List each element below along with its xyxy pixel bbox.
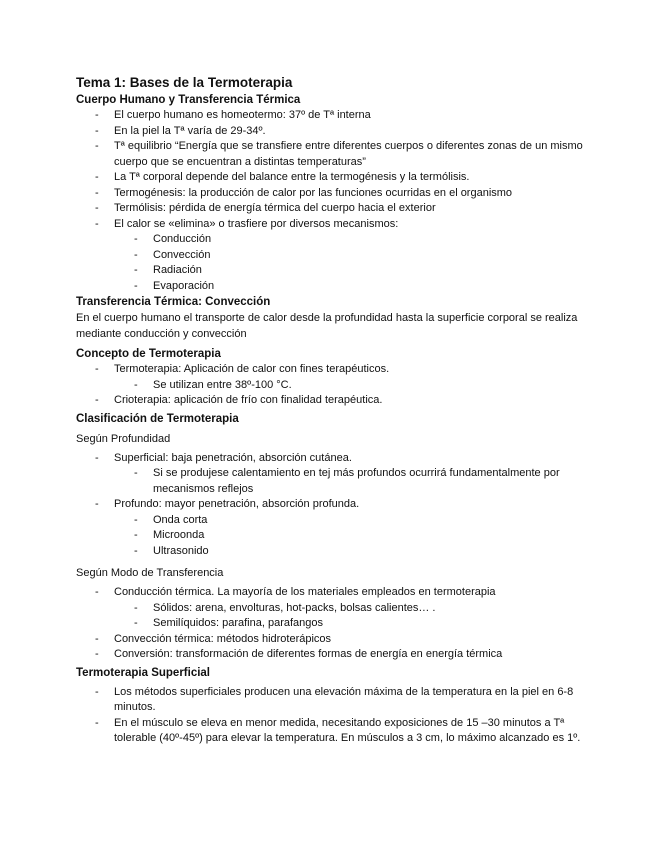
list-item: - Conducción térmica. La mayoría de los materiales empleados en termoterapia: [76, 585, 586, 601]
list-item: - Termólisis: pérdida de energía térmica del cuerpo hacia el exterior: [76, 201, 586, 217]
sub-list-item: - Se utilizan entre 38º-100 °C.: [76, 378, 586, 394]
list-item: - En la piel la Tª varía de 29-34º.: [76, 124, 586, 140]
list-modo-transferencia: [76, 585, 586, 663]
sub-list-item: - Evaporación: [76, 279, 586, 295]
list-item: - Superficial: baja penetración, absorción cutánea.: [76, 451, 586, 467]
sub-list-item: - Onda corta: [76, 513, 586, 529]
list-item: - El calor se «elimina» o trasfiere por diversos mecanismos:: [76, 217, 586, 233]
section-heading-concepto: Concepto de Termoterapia: [76, 348, 221, 360]
sub-list-item: - Convección: [76, 248, 586, 264]
list-superficial: [76, 685, 586, 747]
sub-list-item: - Semilíquidos: parafina, parafangos: [76, 616, 586, 632]
paragraph-conveccion: En el cuerpo humano el transporte de calor desde la profundidad hasta la superficie corporal se realiza mediante conducción y convección: [76, 312, 578, 340]
list-item: - Termoterapia: Aplicación de calor con fines terapéuticos.: [76, 362, 586, 378]
list-cuerpo-humano: [76, 108, 586, 294]
sub-list-item: - Si se produjese calentamiento en tej más profundos ocurrirá fundamentalmente por mecanismos reflejos: [76, 466, 586, 497]
list-item: - Los métodos superficiales producen una elevación máxima de la temperatura en la piel en 6-8 minutos.: [76, 685, 586, 716]
subheading-modo-transferencia: Según Modo de Transferencia: [76, 567, 224, 579]
section-heading-cuerpo-humano: Cuerpo Humano y Transferencia Térmica: [76, 94, 301, 106]
subheading-profundidad: Según Profundidad: [76, 432, 171, 445]
list-item: - Crioterapia: aplicación de frío con finalidad terapéutica.: [76, 393, 586, 409]
list-item: - Profundo: mayor penetración, absorción profunda.: [76, 497, 586, 513]
list-item: - En el músculo se eleva en menor medida, necesitando exposiciones de 15 –30 minutos a Tª tolerable (40º-45º) para elevar la temperatura. En músculos a 3 cm, lo máximo alcanzado es 1º.: [76, 716, 586, 747]
section-heading-superficial: Termoterapia Superficial: [76, 666, 210, 679]
list-profundidad: [76, 451, 586, 560]
list-concepto: [76, 362, 586, 409]
sub-list-item: - Microonda: [76, 528, 586, 544]
document-title: Tema 1: Bases de la Termoterapia: [76, 75, 293, 90]
list-item: - El cuerpo humano es homeotermo: 37º de Tª interna: [76, 108, 586, 124]
list-item: - Tª equilibrio “Energía que se transfiere entre diferentes cuerpos o diferentes zonas de un mismo cuerpo que se encuentran a distintas temperaturas”: [76, 139, 586, 170]
list-item: - Convección térmica: métodos hidroterápicos: [76, 632, 586, 648]
section-heading-conveccion: Transferencia Térmica: Convección: [76, 296, 271, 308]
sub-list-item: - Radiación: [76, 263, 586, 279]
list-item: - La Tª corporal depende del balance entre la termogénesis y la termólisis.: [76, 170, 586, 186]
sub-list-item: - Conducción: [76, 232, 586, 248]
document-content: [76, 74, 586, 747]
list-item: - Conversión: transformación de diferentes formas de energía en energía térmica: [76, 647, 586, 663]
sub-list-item: - Sólidos: arena, envolturas, hot-packs, bolsas calientes… .: [76, 601, 586, 617]
section-heading-clasificacion: Clasificación de Termoterapia: [76, 412, 239, 425]
sub-list-item: - Ultrasonido: [76, 544, 586, 560]
list-item: - Termogénesis: la producción de calor por las funciones ocurridas en el organismo: [76, 186, 586, 202]
